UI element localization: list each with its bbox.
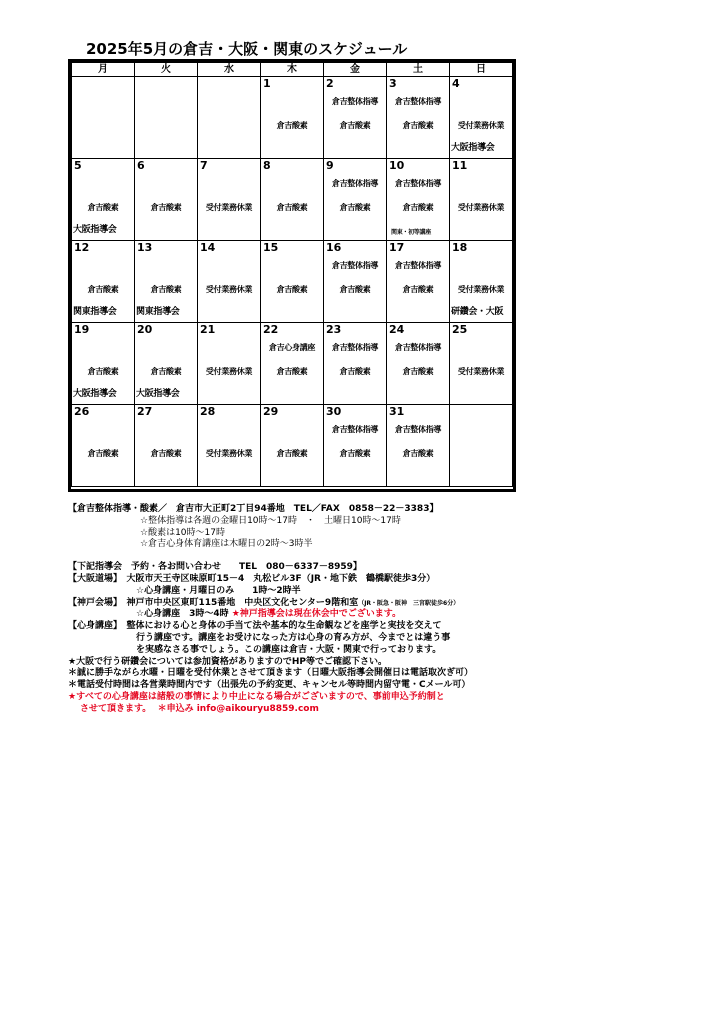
day-number: 17: [389, 241, 405, 254]
day-number: 3: [389, 77, 397, 90]
calendar-week-row: [72, 405, 513, 487]
day-number: 19: [74, 323, 90, 336]
day-number: 26: [74, 405, 90, 418]
calendar-day-cell: [324, 241, 387, 323]
day-event-main: 倉吉酸素: [87, 203, 119, 212]
day-event-bottom: 関東指導会: [136, 307, 180, 317]
kobe-note: [68, 609, 473, 621]
day-event-main: 受付業務休業: [457, 285, 505, 294]
page-title: 2025年5月の倉吉・大阪・関東のスケジュール: [86, 40, 408, 58]
calendar-day-cell: [135, 323, 198, 405]
day-number: 27: [137, 405, 153, 418]
day-number: 30: [326, 405, 342, 418]
day-event-main: 倉吉酸素: [339, 367, 371, 376]
day-number: 7: [200, 159, 208, 172]
shinshin-description: を実感なさる事でしょう。この講座は倉吉・大阪・関東で行っております。: [136, 644, 442, 655]
calendar-day-cell: [450, 405, 513, 487]
day-number: 16: [326, 241, 342, 254]
calendar-week-row: [72, 77, 513, 159]
day-event-main: 倉吉酸素: [339, 449, 371, 458]
day-event-main: 倉吉酸素: [276, 121, 308, 130]
calendar-day-cell: [450, 323, 513, 405]
day-event-main: 受付業務休業: [205, 367, 253, 376]
day-event-top: 倉吉整体指導: [331, 425, 379, 434]
day-event-main: 倉吉酸素: [276, 285, 308, 294]
calendar-day-cell: [72, 241, 135, 323]
calendar-day-cell: [387, 405, 450, 487]
day-number: 23: [326, 323, 342, 336]
kurayoshi-header: 【倉吉整体指導・酸素／ 倉吉市大正町2丁目94番地 TEL／FAX 0858－22－3383】: [68, 504, 439, 514]
shinshin-description: 【心身講座】 整体における心と身体の手当て法や基本的な生命観などを座学と実技を交えて: [68, 621, 442, 632]
calendar-day-cell: [261, 241, 324, 323]
day-event-top: 倉吉整体指導: [394, 425, 442, 434]
note-line: ＊電話受付時間は各営業時間内です（出張先の予約変更、キャンセル等時間内留守電・Cメール可）: [68, 680, 471, 691]
calendar-day-cell: [450, 159, 513, 241]
day-number: 12: [74, 241, 90, 254]
day-event-bottom: 研鑽会・大阪: [451, 307, 504, 317]
calendar-day-cell: [198, 159, 261, 241]
day-event-bottom: 大阪指導会: [136, 389, 180, 399]
day-event-main: 倉吉酸素: [150, 367, 182, 376]
kurayoshi-note: ☆酸素は10時～17時: [140, 527, 225, 538]
day-event-main: 受付業務休業: [457, 203, 505, 212]
calendar-day-cell: [72, 159, 135, 241]
kobe-address: [68, 598, 473, 610]
day-number: 21: [200, 323, 216, 336]
calendar-day-cell: [324, 159, 387, 241]
weekday-header: 水: [198, 63, 261, 77]
day-event-main: 倉吉酸素: [402, 203, 434, 212]
day-event-main: 倉吉酸素: [87, 285, 119, 294]
calendar-day-cell: [324, 77, 387, 159]
osaka-note: ☆心身講座・月曜日のみ 1時～2時半: [136, 585, 301, 596]
day-event-main: 倉吉酸素: [276, 203, 308, 212]
day-number: 15: [263, 241, 279, 254]
calendar-day-cell: [198, 241, 261, 323]
day-event-main: 倉吉酸素: [150, 449, 182, 458]
calendar-day-cell: [261, 323, 324, 405]
day-event-main: 倉吉酸素: [402, 285, 434, 294]
day-number: 13: [137, 241, 153, 254]
note-line: ★大阪で行う研鑽会については参加資格がありますのでHP等でご確認下さい。: [68, 656, 388, 667]
kobe-address-main: 【神戸会場】 神戸市中央区東町115番地 中央区文化センター9階和室: [68, 597, 359, 608]
day-event-main: 倉吉酸素: [402, 121, 434, 130]
day-number: 11: [452, 159, 468, 172]
day-event-top: 倉吉心身講座: [268, 343, 316, 352]
day-event-top: 倉吉整体指導: [394, 97, 442, 106]
calendar-day-cell: [387, 159, 450, 241]
weekday-header: 木: [261, 63, 324, 77]
day-event-main: 倉吉酸素: [87, 449, 119, 458]
day-event-main: 受付業務休業: [205, 203, 253, 212]
contact-line: 【下記指導会 予約・各お問い合わせ TEL 080－6337－8959】: [68, 562, 362, 573]
calendar-day-cell: [72, 77, 135, 159]
shinshin-description: 行う講座です。講座をお受けになった方は心身の育み方が、今までとは違う事: [136, 632, 451, 643]
osaka-address: 【大阪道場】 大阪市天王寺区味原町15－4 丸松ビル3F（JR・地下鉄 鶴橋駅徒歩3分）: [68, 573, 436, 584]
day-number: 14: [200, 241, 216, 254]
day-number: 29: [263, 405, 279, 418]
day-event-main: 倉吉酸素: [276, 367, 308, 376]
day-event-top: 倉吉整体指導: [331, 97, 379, 106]
day-number: 10: [389, 159, 405, 172]
calendar-day-cell: [324, 405, 387, 487]
calendar: [68, 59, 516, 492]
day-event-main: 受付業務休業: [205, 449, 253, 458]
kurayoshi-note: ☆倉吉心身体育講座は木曜日の2時～3時半: [140, 539, 313, 550]
day-event-main: 倉吉酸素: [150, 203, 182, 212]
calendar-day-cell: [387, 77, 450, 159]
day-event-top: 倉吉整体指導: [331, 261, 379, 270]
calendar-day-cell: [450, 241, 513, 323]
weekday-header: 日: [450, 63, 513, 77]
day-event-main: 倉吉酸素: [339, 285, 371, 294]
day-number: 2: [326, 77, 334, 90]
day-number: 28: [200, 405, 216, 418]
day-event-main: 倉吉酸素: [402, 367, 434, 376]
note-line: ★すべての心身講座は諸般の事情により中止になる場合がございますので、事前申込予約制と: [68, 691, 445, 702]
note-line: ＊誠に勝手ながら水曜・日曜を受付休業とさせて頂きます（日曜大阪指導会開催日は電話取次ぎ可）: [68, 668, 474, 679]
day-number: 25: [452, 323, 468, 336]
day-event-top: 倉吉整体指導: [331, 179, 379, 188]
calendar-week-row: [72, 159, 513, 241]
day-number: 20: [137, 323, 153, 336]
kurayoshi-note: ☆整体指導は各週の金曜日10時～17時 ・ 土曜日10時～17時: [140, 515, 401, 526]
weekday-header: 月: [72, 63, 135, 77]
email-link[interactable]: ＊申込み info@aikouryu8859.com: [157, 703, 319, 714]
calendar-day-cell: [387, 241, 450, 323]
day-event-main: 倉吉酸素: [402, 449, 434, 458]
calendar-day-cell: [198, 77, 261, 159]
day-event-main: 倉吉酸素: [339, 203, 371, 212]
day-event-top: 倉吉整体指導: [394, 343, 442, 352]
calendar-day-cell: [198, 323, 261, 405]
day-event-bottom: 関東指導会: [73, 307, 117, 317]
weekday-header-row: [72, 63, 513, 77]
day-event-bottom: 大阪指導会: [73, 225, 117, 235]
day-number: 9: [326, 159, 334, 172]
day-number: 1: [263, 77, 271, 90]
kobe-suspended-notice: ★神戸指導会は現在休会中でございます。: [231, 609, 402, 620]
calendar-week-row: [72, 323, 513, 405]
day-number: 6: [137, 159, 145, 172]
weekday-header: 金: [324, 63, 387, 77]
day-event-bottom: 大阪指導会: [73, 389, 117, 399]
day-number: 22: [263, 323, 279, 336]
weekday-header: 火: [135, 63, 198, 77]
calendar-day-cell: [135, 159, 198, 241]
day-event-bottom: 大阪指導会: [451, 143, 495, 153]
day-number: 8: [263, 159, 271, 172]
calendar-day-cell: [387, 323, 450, 405]
day-event-top: 倉吉整体指導: [394, 179, 442, 188]
calendar-grid: [71, 62, 513, 487]
day-event-main: 倉吉酸素: [87, 367, 119, 376]
day-event-bottom: 関東・初等講座: [391, 229, 431, 236]
weekday-header: 土: [387, 63, 450, 77]
day-event-main: 受付業務休業: [205, 285, 253, 294]
kobe-course-time: ☆心身講座 3時～4時: [136, 609, 229, 620]
day-event-main: 受付業務休業: [457, 121, 505, 130]
day-number: 18: [452, 241, 468, 254]
kobe-access: （JR・阪急・阪神 三宮駅徒歩6分）: [358, 599, 460, 607]
day-event-main: 倉吉酸素: [339, 121, 371, 130]
notes-section: [68, 504, 473, 716]
calendar-day-cell: [261, 77, 324, 159]
day-event-main: 倉吉酸素: [150, 285, 182, 294]
day-event-main: 受付業務休業: [457, 367, 505, 376]
calendar-day-cell: [135, 77, 198, 159]
day-number: 31: [389, 405, 405, 418]
day-event-main: 倉吉酸素: [276, 449, 308, 458]
day-number: 5: [74, 159, 82, 172]
calendar-day-cell: [72, 323, 135, 405]
calendar-day-cell: [135, 405, 198, 487]
note-line: させて頂きます。: [80, 703, 152, 714]
day-number: 24: [389, 323, 405, 336]
day-number: 4: [452, 77, 460, 90]
calendar-day-cell: [72, 405, 135, 487]
day-event-top: 倉吉整体指導: [331, 343, 379, 352]
calendar-day-cell: [261, 405, 324, 487]
calendar-day-cell: [261, 159, 324, 241]
calendar-day-cell: [324, 323, 387, 405]
calendar-day-cell: [135, 241, 198, 323]
calendar-week-row: [72, 241, 513, 323]
calendar-day-cell: [198, 405, 261, 487]
calendar-day-cell: [450, 77, 513, 159]
day-event-top: 倉吉整体指導: [394, 261, 442, 270]
